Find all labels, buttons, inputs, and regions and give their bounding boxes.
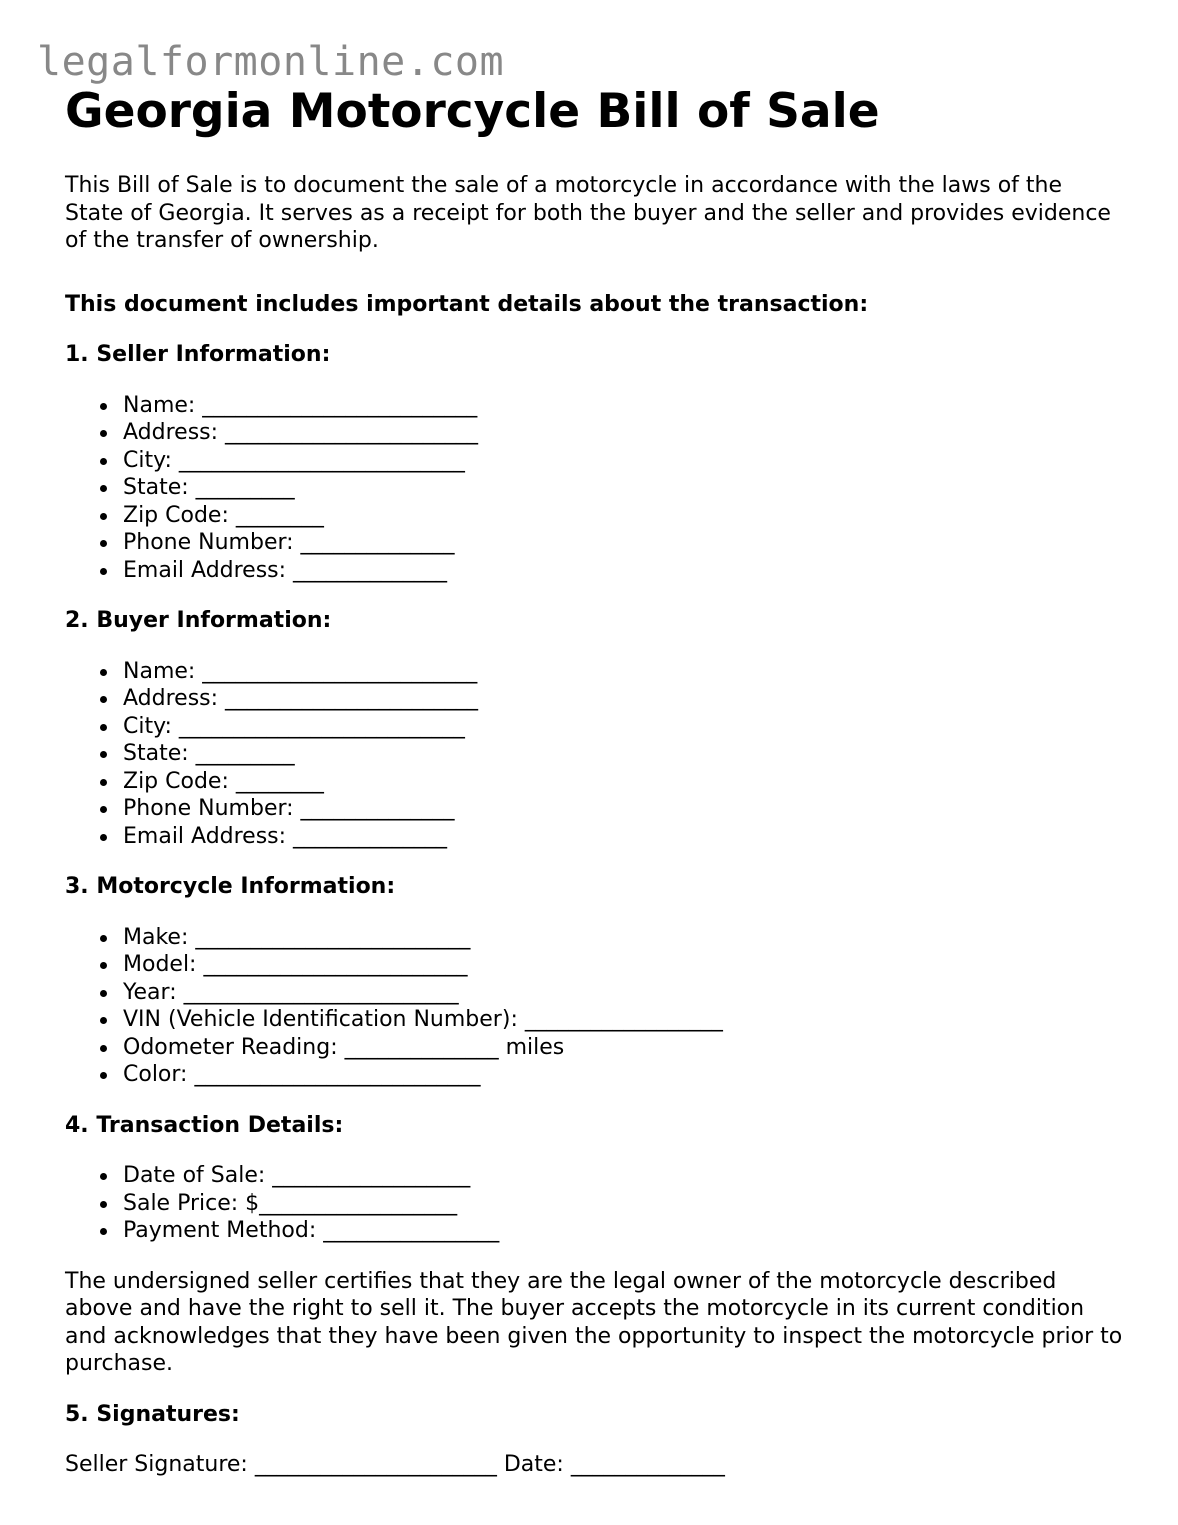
seller-city-field: City: __________________________ [123,447,1125,475]
certification-paragraph: The undersigned seller certifies that they are the legal owner of the motorcycle described above and have the right to sell it. The buyer accepts the motorcycle in its current condition and acknowledges that they have been given the opportunity to inspect the motorcycle prior to purchase. [65,1268,1123,1376]
signatures-heading: 5. Signatures: [65,1401,240,1427]
motorcycle-vin-field: VIN (Vehicle Identification Number): __________________ [123,1006,1125,1034]
motorcycle-make-field: Make: _________________________ [123,924,1125,952]
buyer-state-field: State: _________ [123,740,1125,768]
page-title: Georgia Motorcycle Bill of Sale [65,84,880,139]
buyer-fields [65,658,1125,851]
transaction-heading: 4. Transaction Details: [65,1112,344,1138]
seller-name-field: Name: _________________________ [123,392,1125,420]
motorcycle-odometer-field: Odometer Reading: ______________ miles [123,1034,1125,1062]
seller-state-field: State: _________ [123,474,1125,502]
seller-fields [65,392,1125,585]
buyer-address-field: Address: _______________________ [123,685,1125,713]
seller-signature-line: Seller Signature: ______________________ Date: ______________ [65,1452,725,1477]
seller-phone-field: Phone Number: ______________ [123,529,1125,557]
sale-price-field: Sale Price: $__________________ [123,1190,1125,1218]
intro-paragraph: This Bill of Sale is to document the sale of a motorcycle in accordance with the laws of the State of Georgia. It serves as a receipt for both the buyer and the seller and provides evidence of the transfer of ownership. [65,173,1111,253]
motorcycle-color-field: Color: __________________________ [123,1061,1125,1089]
buyer-name-field: Name: _________________________ [123,658,1125,686]
seller-email-field: Email Address: ______________ [123,557,1125,585]
seller-zip-field: Zip Code: ________ [123,502,1125,530]
seller-heading: 1. Seller Information: [65,342,331,367]
buyer-zip-field: Zip Code: ________ [123,768,1125,796]
motorcycle-model-field: Model: ________________________ [123,951,1125,979]
buyer-email-field: Email Address: ______________ [123,823,1125,851]
document-body [65,84,1125,1479]
transaction-fields [65,1162,1125,1245]
buyer-heading: 2. Buyer Information: [65,608,332,633]
details-note: This document includes important details about the transaction: [65,291,869,317]
buyer-city-field: City: __________________________ [123,713,1125,741]
sale-date-field: Date of Sale: __________________ [123,1162,1125,1190]
motorcycle-year-field: Year: _________________________ [123,979,1125,1007]
payment-method-field: Payment Method: ________________ [123,1217,1125,1245]
watermark: legalformonline.com [37,39,505,85]
motorcycle-heading: 3. Motorcycle Information: [65,874,396,899]
motorcycle-fields [65,924,1125,1089]
buyer-phone-field: Phone Number: ______________ [123,795,1125,823]
seller-address-field: Address: _______________________ [123,419,1125,447]
